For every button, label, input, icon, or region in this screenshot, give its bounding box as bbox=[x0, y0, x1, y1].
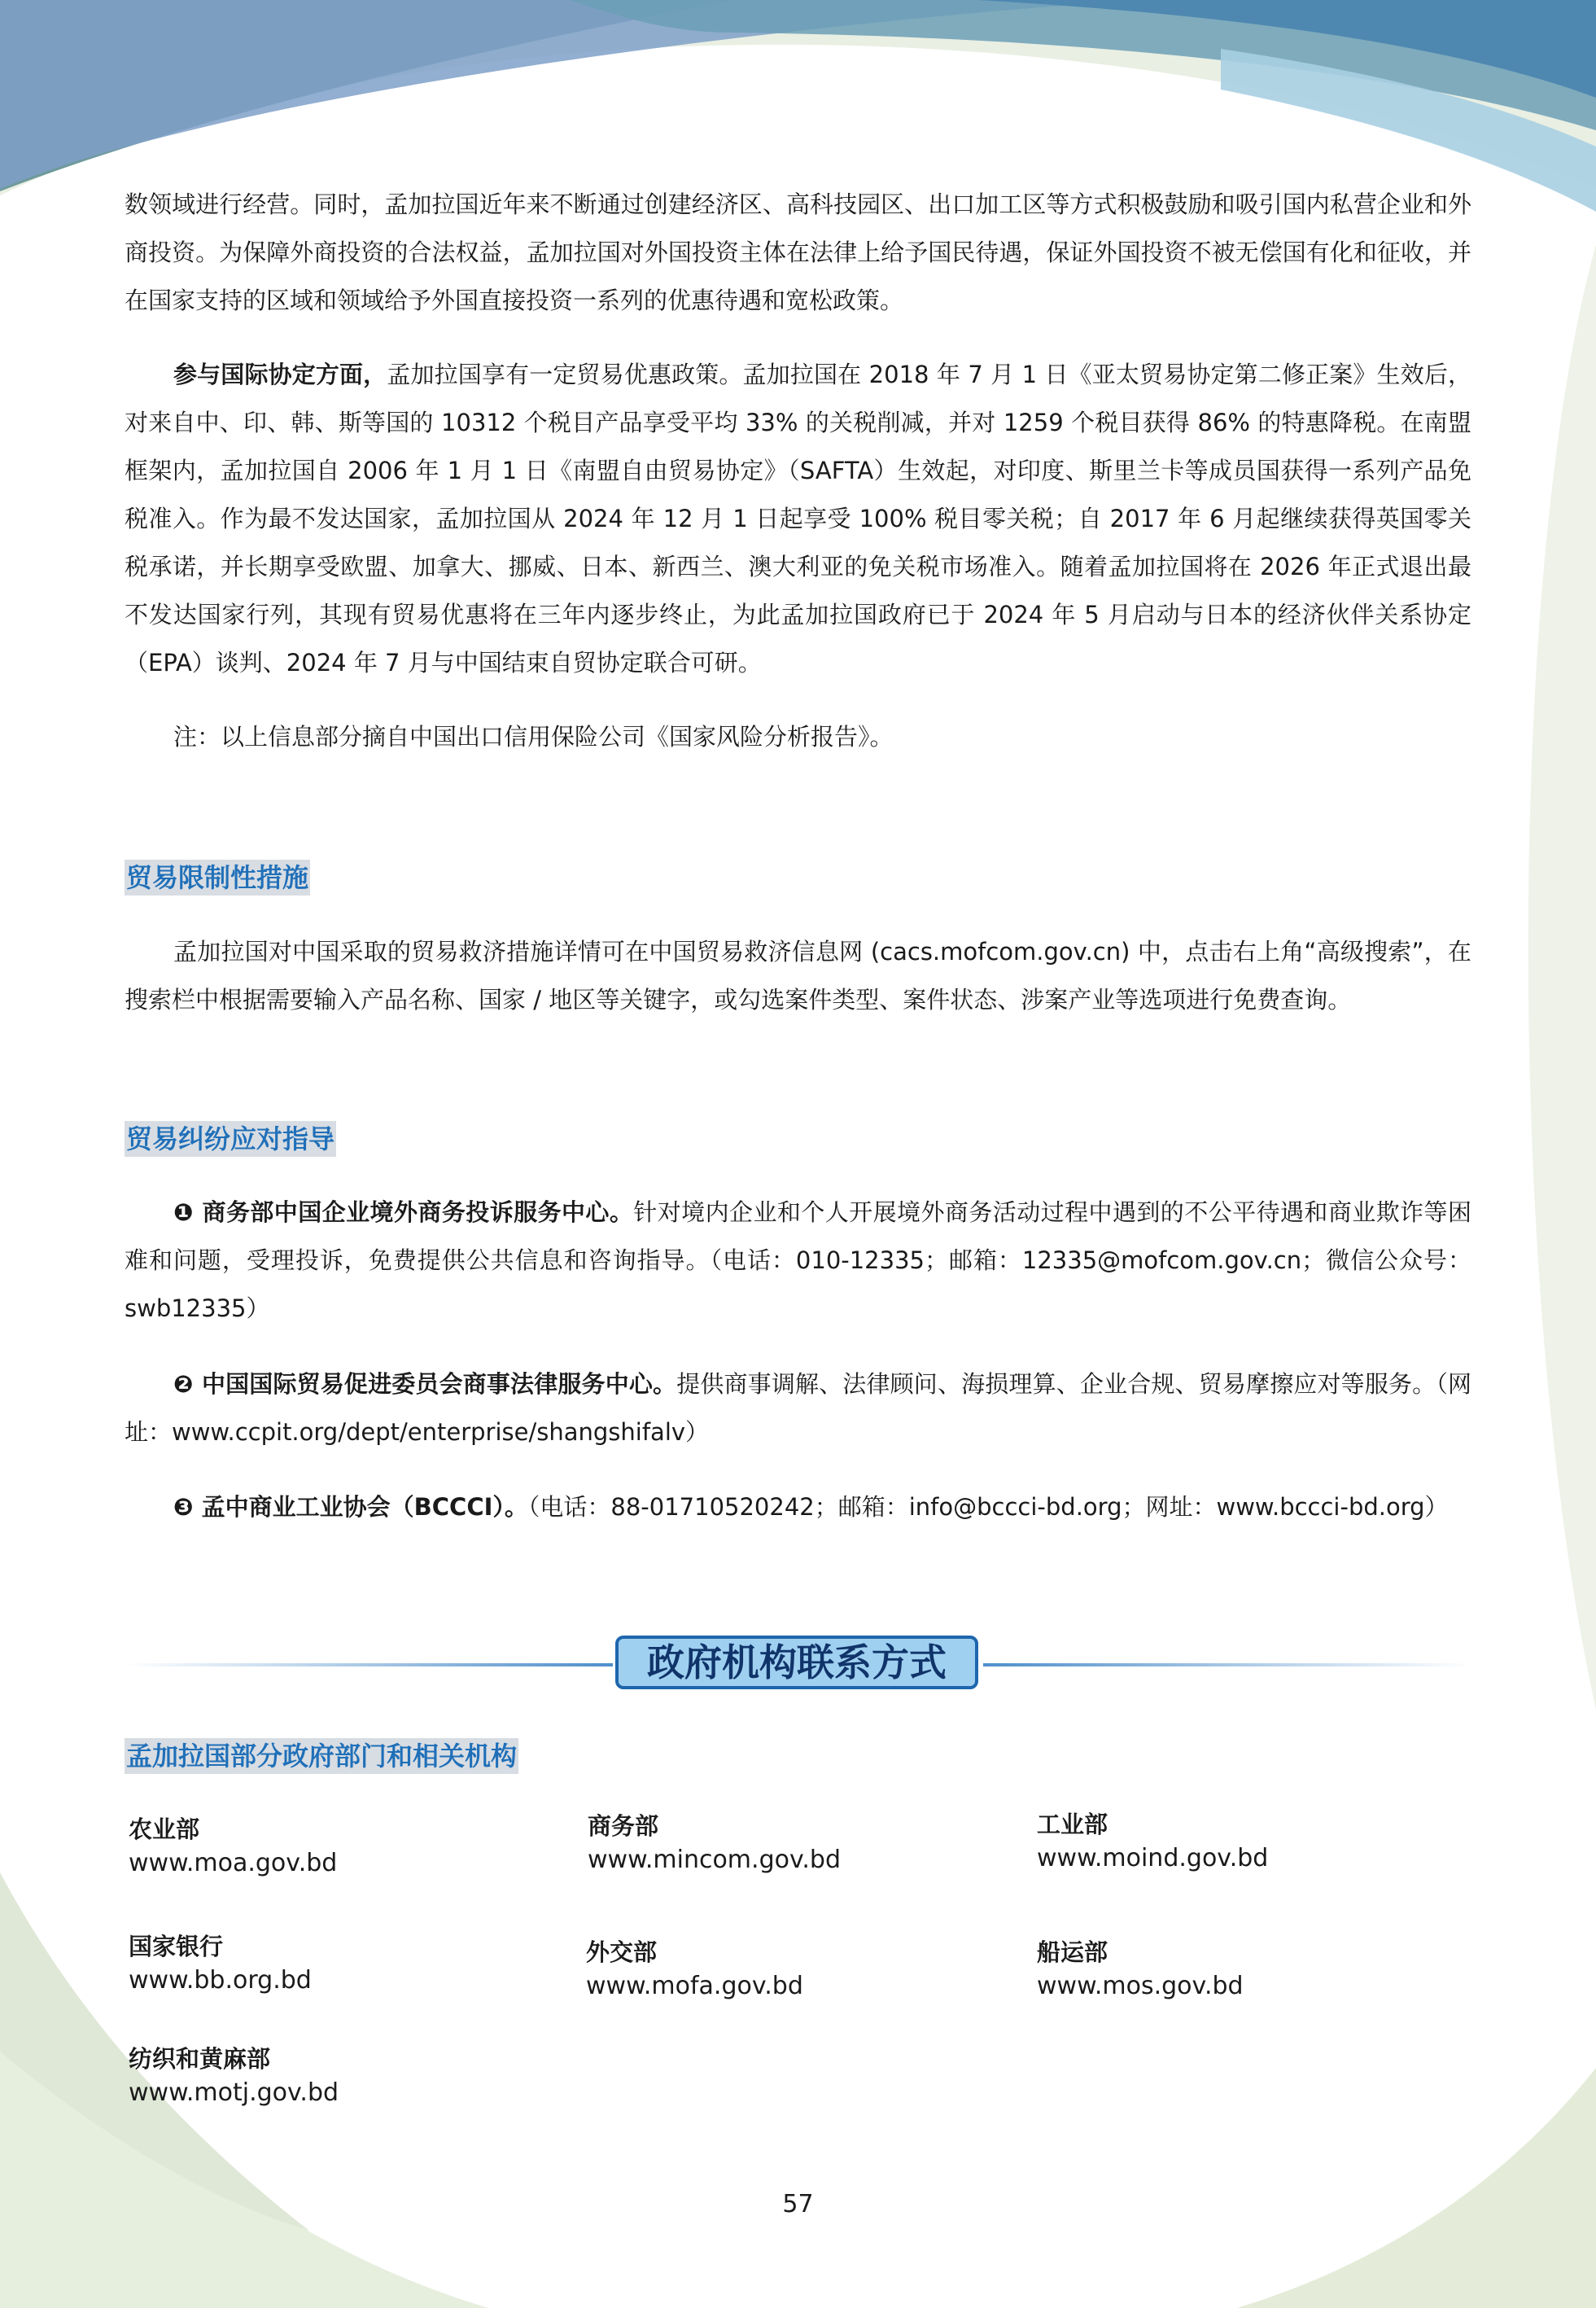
trade-restrictions-heading: 贸易限制性措施 bbox=[125, 860, 310, 896]
dispute-item-3-text: （电话：88-01710520242；邮箱：info@bccci-bd.org；网址：www.bccci-bd.org） bbox=[527, 1493, 1449, 1521]
dispute-item-2-title: ❷ 中国国际贸易促进委员会商事法律服务中心。 bbox=[173, 1370, 677, 1398]
agency-name: 工业部 bbox=[1037, 1811, 1108, 1838]
banner-line-left bbox=[125, 1663, 613, 1666]
agency-agriculture bbox=[129, 1812, 337, 1881]
agency-name: 船运部 bbox=[1037, 1938, 1108, 1966]
dispute-guidance-heading: 贸易纠纷应对指导 bbox=[125, 1121, 336, 1157]
dispute-item-1 bbox=[125, 1189, 1471, 1333]
agency-shipping bbox=[1037, 1935, 1244, 2004]
dispute-item-1-title: ❶ 商务部中国企业境外商务投诉服务中心。 bbox=[173, 1198, 634, 1226]
dispute-item-2-text: 提供商事调解、法律顾问、海损理算、企业合规、贸易摩擦应对等服务。（网址：www.ccpit.org/dept/enterprise/shangshifalv） bbox=[125, 1370, 1471, 1446]
page-number: 57 bbox=[782, 2190, 814, 2218]
agencies-heading: 孟加拉国部分政府部门和相关机构 bbox=[125, 1738, 518, 1774]
agreements-section bbox=[125, 351, 1471, 687]
dispute-item-1-text: 针对境内企业和个人开展境外商务活动过程中遇到的不公平待遇和商业欺诈等困难和问题，受理投诉，免费提供公共信息和咨询指导。（电话：010-12335；邮箱：12335@mofcom.gov.cn；微信公众号：swb12335） bbox=[125, 1198, 1471, 1322]
agency-industry bbox=[1037, 1807, 1268, 1876]
agency-name: 外交部 bbox=[586, 1938, 658, 1966]
agency-url[interactable]: www.mos.gov.bd bbox=[1037, 1972, 1244, 2000]
dispute-item-3 bbox=[125, 1483, 1471, 1531]
dispute-item-3-title: ❸ 孟中商业工业协会（BCCCI）。 bbox=[173, 1493, 528, 1521]
agency-url[interactable]: www.mofa.gov.bd bbox=[586, 1972, 803, 2000]
agency-commerce bbox=[588, 1809, 841, 1877]
trade-restrictions-paragraph: 孟加拉国对中国采取的贸易救济措施详情可在中国贸易救济信息网 (cacs.mofcom.gov.cn) 中，点击右上角“高级搜索”，在搜索栏中根据需要输入产品名称、国家 / 地区等关键字，或勾选案件类型、案件状态、涉案产业等选项进行免费查询。 bbox=[125, 938, 1471, 1014]
agency-url[interactable]: www.moind.gov.bd bbox=[1037, 1844, 1269, 1872]
agency-name: 国家银行 bbox=[129, 1933, 224, 1960]
banner-title: 政府机构联系方式 bbox=[615, 1636, 978, 1689]
agency-textiles-jute bbox=[129, 2042, 339, 2110]
dispute-item-2 bbox=[125, 1360, 1471, 1456]
dispute-item-3-paragraph bbox=[125, 1483, 1471, 1531]
intro-paragraph: 数领域进行经营。同时，孟加拉国近年来不断通过创建经济区、高科技园区、出口加工区等方式积极鼓励和吸引国内私营企业和外商投资。为保障外商投资的合法权益，孟加拉国对外国投资主体在法律上给予国民待遇，保证外国投资不被无偿国有化和征收，并在国家支持的区域和领域给予外国直接投资一系列的优惠待遇和宽松政策。 bbox=[125, 191, 1471, 314]
note-section bbox=[125, 713, 1471, 761]
agency-name: 商务部 bbox=[588, 1812, 659, 1840]
agency-url[interactable]: www.moa.gov.bd bbox=[129, 1849, 338, 1877]
dispute-item-1-paragraph bbox=[125, 1189, 1471, 1333]
agency-foreign-affairs bbox=[586, 1935, 803, 2004]
source-note: 注：以上信息部分摘自中国出口信用保险公司《国家风险分析报告》。 bbox=[173, 723, 894, 751]
agreements-paragraph bbox=[125, 351, 1471, 687]
intro-section bbox=[125, 181, 1471, 325]
agency-url[interactable]: www.motj.gov.bd bbox=[129, 2078, 339, 2107]
agency-url[interactable]: www.mincom.gov.bd bbox=[588, 1846, 842, 1874]
agency-name: 纺织和黄麻部 bbox=[129, 2045, 271, 2073]
banner-line-right bbox=[983, 1663, 1471, 1666]
agreements-text: 孟加拉国享有一定贸易优惠政策。孟加拉国在 2018 年 7 月 1 日《亚太贸易协定第二修正案》生效后，对来自中、印、韩、斯等国的 10312 个税目产品享受平均 33% 的关税削减，并对 1259 个税目获得 86% 的特惠降税。在南盟框架内，孟加拉国自 2006 年 1 月 1 日《南盟自由贸易协定》（SAFTA）生效起，对印度、斯里兰卡等成员国获得一系列产品免税准入。作为最不发达国家，孟加拉国从 2024 年 12 月 1 日起享受 100% 税目零关税；自 2017 年 6 月起继续获得英国零关税承诺，并长期享受欧盟、加拿大、挪威、日本、新西兰、澳大利亚的免关税市场准入。随着孟加拉国将在 2026 年正式退出最不发达国家行列，其现有贸易优惠将在三年内逐步终止，为此孟加拉国政府已于 2024 年 5 月启动与日本的经济伙伴关系协定（EPA）谈判、2024 年 7 月与中国结束自贸协定联合可研。 bbox=[125, 361, 1471, 677]
contacts-banner bbox=[125, 1632, 1471, 1697]
agency-url[interactable]: www.bb.org.bd bbox=[129, 1966, 312, 1995]
trade-restrictions-section bbox=[125, 928, 1471, 1024]
agency-name: 农业部 bbox=[129, 1815, 200, 1843]
agreements-lead: 参与国际协定方面， bbox=[173, 361, 387, 388]
agency-bank bbox=[129, 1929, 312, 1998]
dispute-item-2-paragraph bbox=[125, 1360, 1471, 1456]
